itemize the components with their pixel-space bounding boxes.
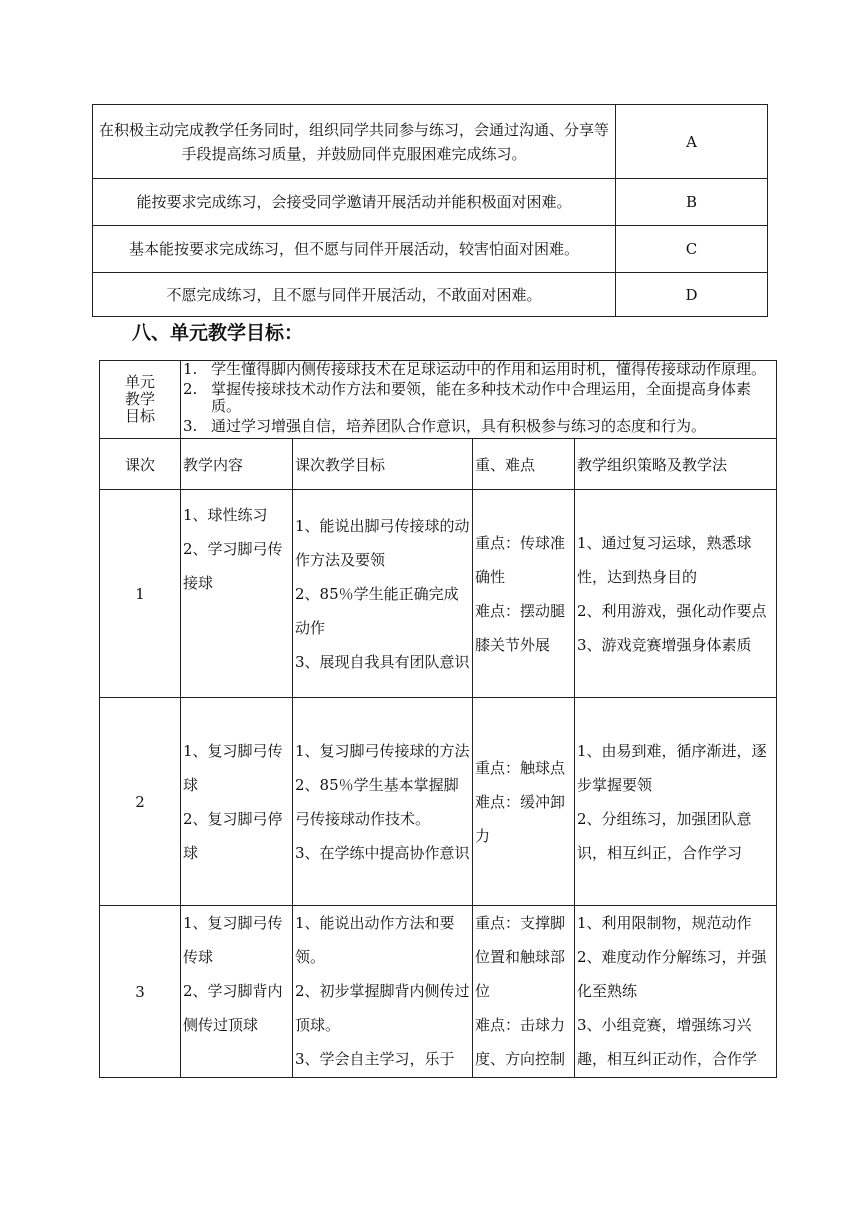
key-line: 重点：支撑脚位置和触球部位 (475, 914, 566, 1000)
rubric-description: 在积极主动完成教学任务同时，组织同学共同参与练习，会通过沟通、分享等手段提高练习质量，并鼓励同伴克服困难完成练习。 (93, 105, 616, 179)
key-line: 重点：触球点 (475, 758, 566, 777)
rubric-grade: C (616, 226, 768, 273)
goal-text: 通过学习增强自信，培养团队合作意识，具有积极参与练习的态度和行为。 (211, 417, 707, 435)
header-strategy: 教学组织策略及教学法 (575, 439, 777, 490)
strategy-line: 3、小组竞赛，增强练习兴趣，相互纠正动作，合作学 (577, 1016, 758, 1068)
rubric-row (93, 273, 768, 317)
lesson-key-points (473, 906, 575, 1078)
lesson-number: 3 (100, 906, 181, 1078)
rubric-row (93, 179, 768, 226)
lesson-goals (293, 698, 473, 906)
lesson-strategy (575, 906, 777, 1078)
section-heading: 八、单元教学目标： (132, 322, 304, 344)
strategy-line: 1、由易到难，循序渐进，逐步掌握要领 (577, 741, 767, 794)
lesson-goals (293, 906, 473, 1078)
goal-line: 3、展现自我具有团队意识 (295, 652, 470, 671)
lesson-row (100, 698, 777, 906)
key-line: 重点：传球准确性 (475, 533, 566, 586)
lesson-key-points (473, 698, 575, 906)
strategy-line: 1、通过复习运球，熟悉球性，达到热身目的 (577, 533, 752, 586)
content-line: 1、复习脚弓传球 (183, 741, 283, 794)
key-line: 难点：缓冲卸力 (475, 792, 566, 845)
lesson-number: 1 (100, 490, 181, 698)
header-goal: 课次教学目标 (293, 439, 473, 490)
strategy-line: 2、利用游戏，强化动作要点 (577, 601, 767, 620)
goal-line: 2、初步掌握脚背内侧传过顶球。 (295, 982, 470, 1034)
strategy-line: 3、游戏竞赛增强身体素质 (577, 635, 752, 654)
strategy-line: 2、难度动作分解练习，并强化至熟练 (577, 948, 767, 1000)
goal-number: 1. (183, 360, 198, 378)
goal-line: 3、在学练中提高协作意识 (295, 843, 470, 862)
header-content: 教学内容 (181, 439, 293, 490)
lesson-strategy (575, 490, 777, 698)
goal-label-cell (100, 361, 181, 439)
lesson-key-points (473, 490, 575, 698)
rubric-grade: D (616, 273, 768, 317)
content-line: 2、学习脚弓传接球 (183, 540, 283, 592)
rubric-description: 不愿完成练习，且不愿与同伴开展活动，不敢面对困难。 (93, 273, 616, 317)
goal-line: 3、学会自主学习，乐于 (295, 1050, 455, 1068)
unit-goals-row (100, 361, 777, 439)
content-line: 2、学习脚背内侧传过顶球 (183, 982, 283, 1034)
lesson-goals (293, 490, 473, 698)
goal-number: 3. (183, 417, 198, 435)
lesson-content (181, 698, 293, 906)
goal-text: 学生懂得脚内侧传接球技术在足球运动中的作用和运用时机，懂得传接球动作原理。 (211, 360, 767, 378)
goals-list (181, 361, 777, 439)
goal-line: 2、85％学生能正确完成动作 (295, 584, 459, 637)
header-row (100, 439, 777, 490)
goal-item (183, 418, 774, 435)
lesson-number: 2 (100, 698, 181, 906)
goal-number: 2. (183, 380, 198, 398)
header-key: 重、难点 (473, 439, 575, 490)
content-line: 2、复习脚弓停球 (183, 809, 283, 862)
goal-line: 1、能说出脚弓传接球的动作方法及要领 (295, 516, 470, 569)
goal-text: 掌握传接球技术动作方法和要领，能在多种技术动作中合理运用，全面提高身体素质。 (211, 380, 752, 415)
key-line: 难点：击球力度、方向控制 (475, 1016, 566, 1068)
lesson-row (100, 490, 777, 698)
lesson-strategy (575, 698, 777, 906)
rubric-grade: B (616, 179, 768, 226)
header-lesson: 课次 (100, 439, 181, 490)
lesson-row (100, 906, 777, 1078)
rubric-row (93, 226, 768, 273)
goal-item (183, 361, 774, 378)
lesson-content (181, 906, 293, 1078)
goal-line: 1、复习脚弓传接球的方法 (295, 741, 470, 760)
lesson-content (181, 490, 293, 698)
key-line: 难点：摆动腿膝关节外展 (475, 601, 566, 654)
strategy-line: 1、利用限制物，规范动作 (577, 914, 752, 932)
goal-line: 2、85％学生基本掌握脚弓传接球动作技术。 (295, 775, 459, 828)
content-line: 1、球性练习 (183, 506, 268, 524)
strategy-line: 2、分组练习，加强团队意识，相互纠正，合作学习 (577, 809, 752, 862)
goal-line: 1、能说出动作方法和要领。 (295, 914, 455, 966)
goal-item (183, 381, 774, 415)
rubric-description: 基本能按要求完成练习，但不愿与同伴开展活动，较害怕面对困难。 (93, 226, 616, 273)
rubric-grade: A (616, 105, 768, 179)
goal-label: 单元教学目标 (124, 373, 155, 425)
content-line: 1、复习脚弓传传球 (183, 914, 283, 966)
rubric-row (93, 105, 768, 179)
unit-goals-table (99, 360, 777, 1078)
evaluation-rubric-table (92, 104, 768, 317)
rubric-description: 能按要求完成练习，会接受同学邀请开展活动并能积极面对困难。 (93, 179, 616, 226)
